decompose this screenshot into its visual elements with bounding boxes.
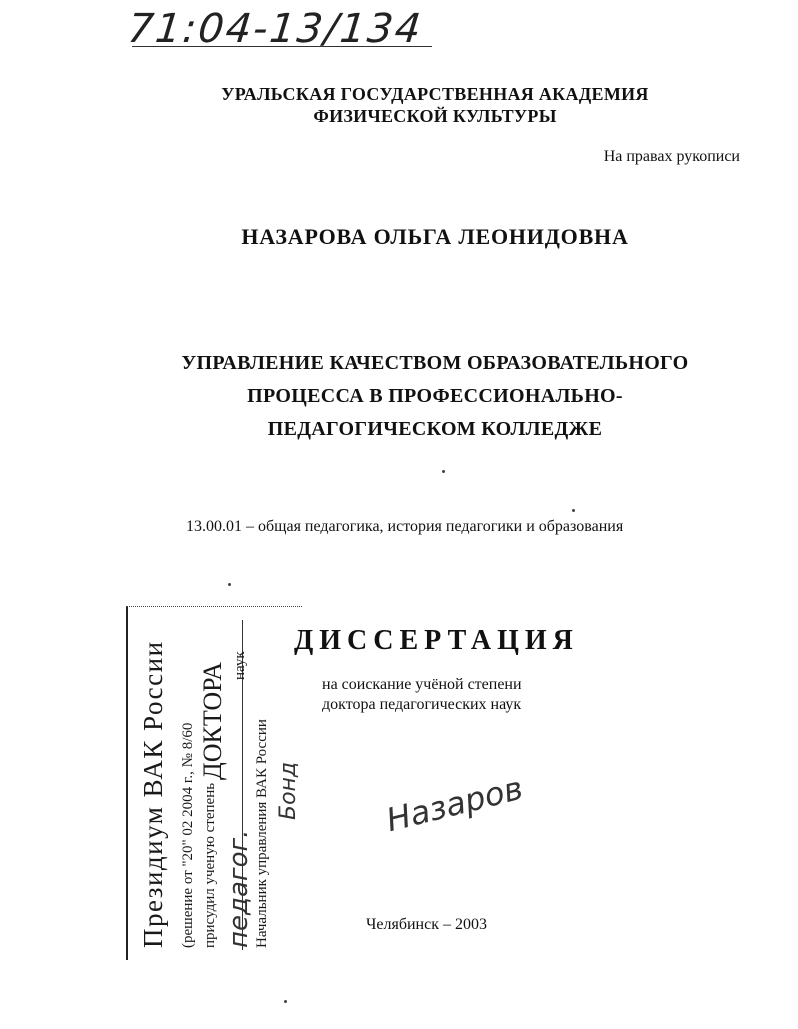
stamp-line-4: педагог. <box>224 829 254 948</box>
title-line-1: УПРАВЛЕНИЕ КАЧЕСТВОМ ОБРАЗОВАТЕЛЬНОГО <box>181 352 689 374</box>
scan-speck <box>572 509 575 512</box>
stamp-line-4b: наук <box>232 651 248 680</box>
place-year: Челябинск – 2003 <box>366 916 487 933</box>
specialty: 13.00.01 – общая педагогика, история педагогики и образования <box>186 518 624 535</box>
manuscript-rights: На правах рукописи <box>603 148 740 165</box>
archive-code-underline <box>132 46 432 47</box>
degree-line-2: доктора педагогических наук <box>322 696 522 713</box>
stamp-signature: Бонд <box>276 761 301 820</box>
scan-speck <box>442 470 445 473</box>
stamp-border-top <box>126 606 302 607</box>
degree-line-1: на соискание учёной степени <box>322 676 522 693</box>
archive-code: 71:04-13/134 <box>125 6 425 52</box>
stamp-line-5: Начальник управления ВАК России <box>254 719 270 948</box>
stamp-line-1: Президиум ВАК России <box>138 640 168 948</box>
author-name: НАЗАРОВА ОЛЬГА ЛЕОНИДОВНА <box>241 224 629 249</box>
institution-line-2: ФИЗИЧЕСКОЙ КУЛЬТУРЫ <box>313 106 557 126</box>
document-type: ДИССЕРТАЦИЯ <box>294 625 579 656</box>
stamp-line-3b: ДОКТОРА <box>198 661 227 780</box>
author-signature: Назаров <box>382 768 527 840</box>
scan-speck <box>284 1000 287 1003</box>
title-line-2: ПРОЦЕССА В ПРОФЕССИОНАЛЬНО- <box>247 385 623 407</box>
stamp-line-3: присудил ученую степень <box>202 782 218 948</box>
title-line-3: ПЕДАГОГИЧЕСКОМ КОЛЛЕДЖЕ <box>267 418 603 440</box>
stamp-line-2: (решение от "20" 02 2004 г., № 8/60 <box>180 722 196 948</box>
scan-speck <box>228 583 231 586</box>
institution-line-1: УРАЛЬСКАЯ ГОСУДАРСТВЕННАЯ АКАДЕМИЯ <box>221 84 649 104</box>
stamp-border-left <box>126 606 128 960</box>
